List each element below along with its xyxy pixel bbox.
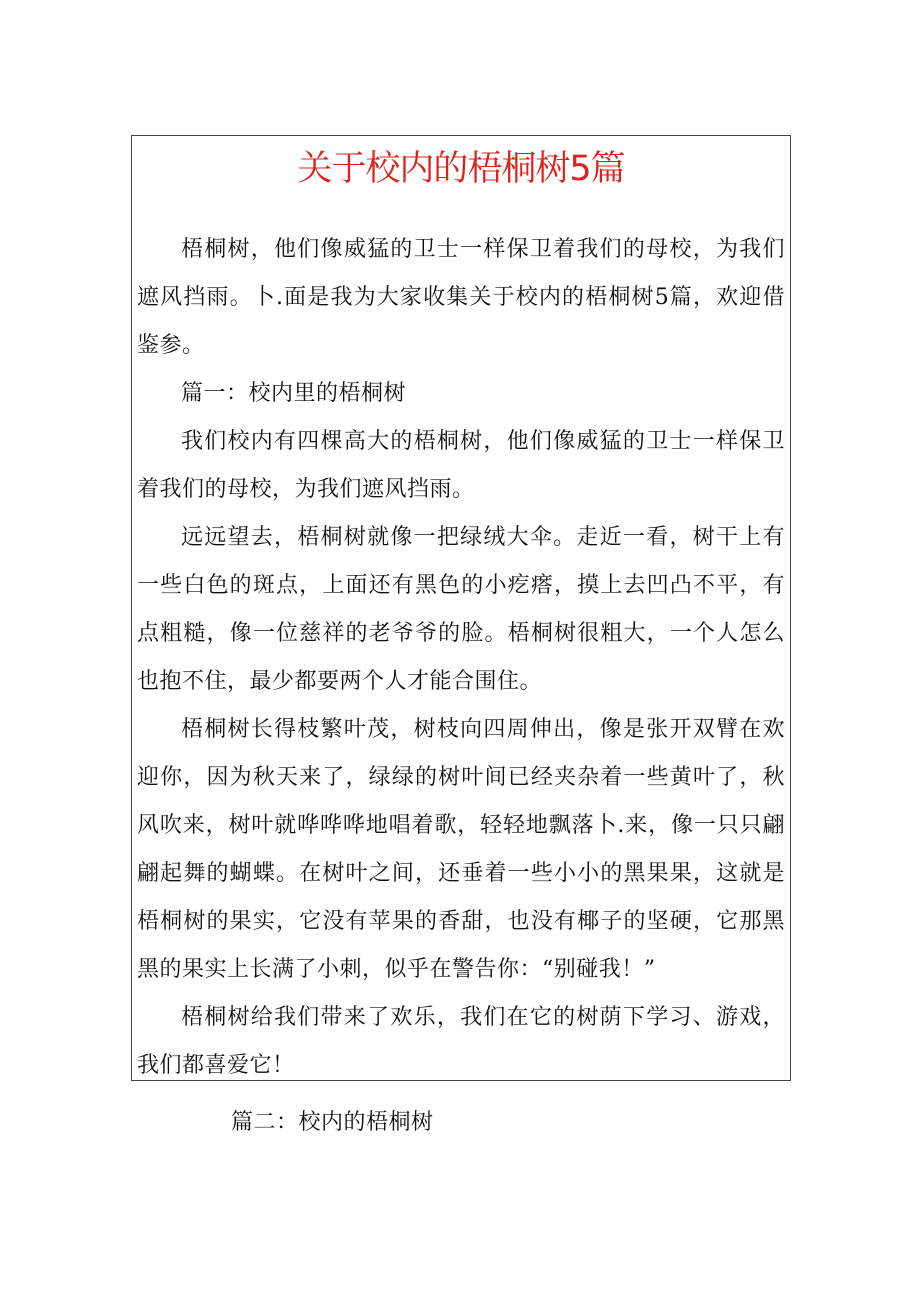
section-heading-1: 篇一：校内里的梧桐树 xyxy=(181,381,407,406)
body-paragraph: 我们校内有四棵高大的梧桐树，他们像威猛的卫士一样保卫着我们的母校，为我们遮风挡雨。 xyxy=(137,429,785,502)
body-paragraph: 梧桐树长得枝繁叶茂，树枝向四周伸出，像是张开双臂在欢迎你，因为秋天来了，绿绿的树叶间已经夹杂着一些黄叶了，秋风吹来，树叶就哗哗哗地唱着歌，轻轻地飘落卜.来，像一只只翩翩起舞的蝴蝶。在树叶之间，还垂着一些小小的黑果果，这就是梧桐树的果实，它没有苹果的香甜，也没有椰子的坚硬，它那黑黑的果实上长满了小刺，似乎在警告你：“别碰我！” xyxy=(137,717,785,982)
body-paragraph: 梧桐树给我们带来了欢乐，我们在它的树荫下学习、游戏，我们都喜爱它！ xyxy=(137,1005,785,1078)
body-paragraph: 远远望去，梧桐树就像一把绿绒大伞。走近一看，树干上有一些白色的斑点，上面还有黑色的小疙瘩，摸上去凹凸不平，有点粗糙，像一位慈祥的老爷爷的脸。梧桐树很粗大，一个人怎么也抱不住，最少都要两个人才能合围住。 xyxy=(137,525,785,694)
document-body xyxy=(137,226,785,1090)
section-heading-2: 篇二：校内的梧桐树 xyxy=(231,1110,434,1135)
document-title: 关于校内的梧桐树5篇 xyxy=(297,149,625,189)
intro-paragraph: 梧桐树，他们像威猛的卫士一样保卫着我们的母校，为我们遮风挡雨。卜.面是我为大家收集关于校内的梧桐树5篇，欢迎借鉴参。 xyxy=(137,237,785,358)
document-frame xyxy=(131,135,791,1081)
